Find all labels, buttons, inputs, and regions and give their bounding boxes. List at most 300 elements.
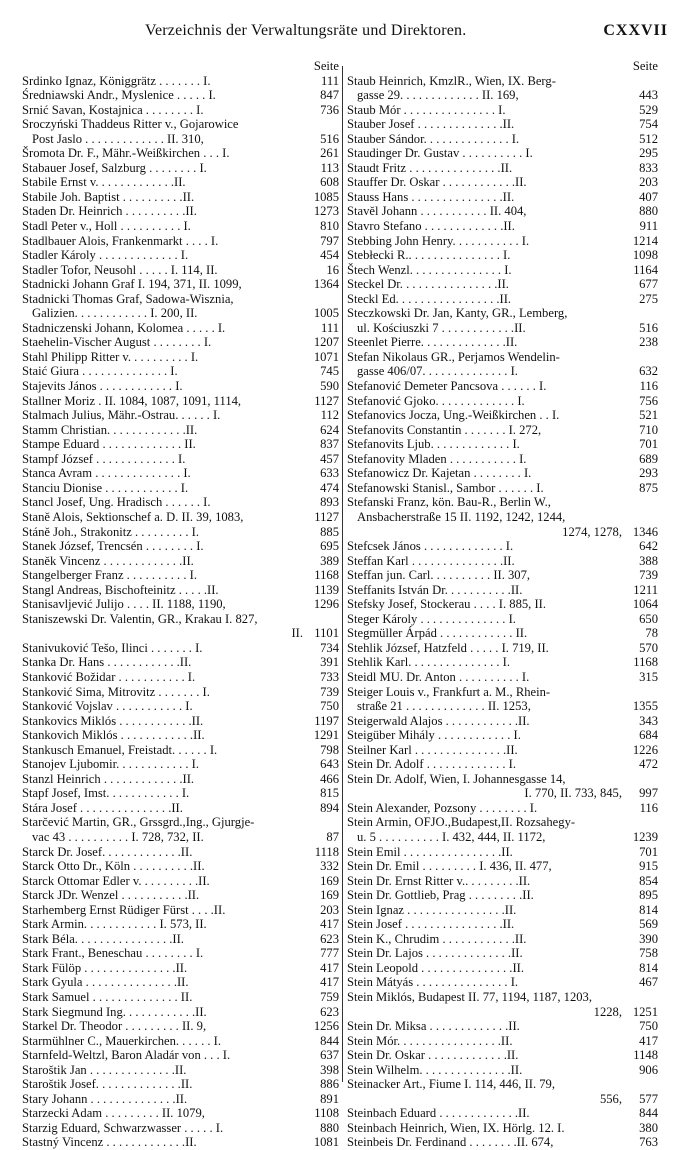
entry-page-number: 623 — [320, 1004, 339, 1019]
entry-page-number: 810 — [320, 219, 339, 234]
index-entry — [347, 234, 658, 249]
entry-page-number: 739 — [639, 568, 658, 583]
entry-page-number: 710 — [639, 422, 658, 437]
entry-page-number: 875 — [639, 480, 658, 495]
index-entry — [22, 103, 339, 118]
index-entry — [22, 466, 339, 481]
index-entry — [347, 583, 658, 598]
entry-page-number: 854 — [639, 873, 658, 888]
index-entry — [347, 1135, 658, 1150]
entry-text: Steinbeis Dr. Ferdinand . . . . . . . .II. 674, — [347, 1135, 554, 1150]
entry-text: Stefanović Gjoko. . . . . . . . . . . . . I. — [347, 393, 525, 408]
entry-text: Stein Alexander, Pozsony . . . . . . . . I. — [347, 800, 538, 815]
entry-text: Stanojev Ljubomir. . . . . . . . . . . . I. — [22, 757, 200, 772]
index-entry — [347, 714, 658, 729]
entry-text: Stein Wilhelm. . . . . . . . . . . . . . .II. — [347, 1062, 523, 1077]
index-entry — [22, 801, 339, 816]
entry-text: Stefanovits Ljub. . . . . . . . . . . . . I. — [347, 437, 520, 452]
index-entry — [22, 248, 339, 263]
entry-text: Srdinko Ignaz, Königgrätz . . . . . . . I. — [22, 73, 211, 88]
index-entry — [347, 1019, 658, 1034]
entry-page-number: 1168 — [633, 655, 658, 670]
entry-text: Stauber Josef . . . . . . . . . . . . . .II. — [347, 117, 515, 132]
entry-page-number: 590 — [320, 379, 339, 394]
index-entry — [22, 946, 339, 961]
page-number: CXXVII — [603, 22, 668, 39]
entry-text: Stark Béla. . . . . . . . . . . . . . . .II. — [22, 931, 184, 946]
index-entry — [347, 525, 658, 540]
index-entry — [22, 874, 339, 889]
index-entry — [347, 161, 658, 176]
index-entry — [22, 437, 339, 452]
entry-text: Stahl Philipp Ritter v. . . . . . . . . . I. — [22, 349, 199, 364]
entry-page-number: 1005 — [313, 306, 339, 321]
entry-page-number: 398 — [320, 1062, 339, 1077]
index-entry — [22, 830, 339, 845]
index-entry — [347, 510, 658, 525]
index-entry — [347, 350, 658, 365]
index-entry — [22, 743, 339, 758]
entry-page-number: 238 — [639, 335, 658, 350]
entry-page-number: 891 — [320, 1091, 339, 1106]
entry-text: Stein Dr. Miksa . . . . . . . . . . . . .II. — [347, 1019, 520, 1034]
entry-page-number — [622, 815, 658, 830]
entry-text: Stavěl Johann . . . . . . . . . . . II. 404, — [347, 204, 527, 219]
entry-text: Stefanski Franz, kön. Bau-R., Berlin W., — [347, 495, 551, 510]
seite-label-left: Seite — [313, 59, 339, 73]
entry-page-number: 417 — [320, 960, 339, 975]
entry-text: Stauffer Dr. Oskar . . . . . . . . . . . .II. — [347, 175, 527, 190]
entry-page-number: 111 — [321, 320, 339, 335]
index-entry — [22, 306, 339, 321]
index-entry — [22, 815, 339, 830]
entry-text: Stefanovits Constantin . . . . . . . I. 272, — [347, 422, 542, 437]
entry-text: Staně Alois, Sektionschef a. D. II. 39, 1083, — [22, 509, 244, 524]
index-entry — [347, 1063, 658, 1078]
entry-text: Steffan jun. Carl. . . . . . . . . . II. 307, — [347, 568, 531, 583]
entry-text: Stein Josef . . . . . . . . . . . . . . . .II. — [347, 917, 515, 932]
index-entry — [347, 961, 658, 976]
index-entry — [347, 1121, 658, 1136]
entry-text: Stehlik Karl. . . . . . . . . . . . . . . I. — [347, 655, 511, 670]
entry-text: I. 770, II. 733, 845, — [524, 786, 622, 801]
entry-page-number: 906 — [639, 1062, 658, 1077]
entry-page-number: 1064 — [632, 597, 658, 612]
entry-text: Stehlik József, Hatzfeld . . . . . I. 719, II. — [347, 640, 549, 655]
index-entry — [22, 612, 339, 627]
entry-page-number: 880 — [639, 204, 658, 219]
entry-page-number: 763 — [639, 1135, 658, 1150]
entry-text: Stanzl Heinrich . . . . . . . . . . . . .II. — [22, 771, 195, 786]
entry-text: Stauber Sándor. . . . . . . . . . . . . . I. — [347, 131, 520, 146]
index-entry — [347, 219, 658, 234]
entry-page-number: 1197 — [314, 713, 339, 728]
entry-text: gasse 29. . . . . . . . . . . . . II. 169, — [357, 88, 519, 103]
index-entry — [347, 670, 658, 685]
entry-text: Stadlbauer Alois, Frankenmarkt . . . . I. — [22, 233, 219, 248]
index-entry — [22, 321, 339, 336]
right-column — [347, 59, 658, 1150]
index-entry — [22, 364, 339, 379]
entry-page-number: 407 — [639, 189, 658, 204]
entry-text: Stein Dr. Lajos . . . . . . . . . . . . . .II. — [347, 946, 523, 961]
index-entry — [22, 161, 339, 176]
entry-page-number: 777 — [320, 946, 339, 961]
entry-text: Steigüber Mihály . . . . . . . . . . . . I. — [347, 728, 521, 743]
index-entry — [22, 1019, 339, 1034]
index-entry — [347, 699, 658, 714]
entry-text: Staić Giura . . . . . . . . . . . . . . I. — [22, 364, 178, 379]
index-entry — [22, 539, 339, 554]
index-entry — [22, 655, 339, 670]
index-entry — [22, 423, 339, 438]
entry-text: Steinbach Heinrich, Wien, IX. Hörlg. 12. I. — [347, 1120, 565, 1135]
entry-page-number — [622, 990, 658, 1005]
entry-page-number: 78 — [645, 626, 658, 641]
index-entry — [347, 845, 658, 860]
index-entry — [22, 859, 339, 874]
entry-page-number: 1256 — [313, 1019, 339, 1034]
entry-page-number: 116 — [639, 379, 658, 394]
entry-page-number: 997 — [639, 786, 658, 801]
index-entry — [347, 437, 658, 452]
index-entry — [22, 714, 339, 729]
entry-text: Stanciu Dionise . . . . . . . . . . . . I. — [22, 480, 189, 495]
index-entry — [347, 204, 658, 219]
entry-text: Stampe Eduard . . . . . . . . . . . . . II. — [22, 437, 196, 452]
entry-text: Stabauer Josef, Salzburg . . . . . . . . I. — [22, 160, 207, 175]
entry-text: Stefsky Josef, Stockerau . . . . I. 885, II. — [347, 597, 547, 612]
entry-text: Stein Armin, OFJO.,Budapest,II. Rozsahegy- — [347, 815, 576, 830]
entry-text: Stefan Nikolaus GR., Perjamos Wendelin- — [347, 349, 560, 364]
entry-text: Steenlet Pierre. . . . . . . . . . . . . .II. — [347, 335, 518, 350]
entry-text: Stein Mór. . . . . . . . . . . . . . . . .II. — [347, 1033, 513, 1048]
entry-text: Starmühlner C., Mauerkirchen. . . . . . I. — [22, 1033, 222, 1048]
index-entry — [347, 379, 658, 394]
entry-text: Stadl Peter v., Holl . . . . . . . . . . I. — [22, 219, 191, 234]
index-entry — [347, 132, 658, 147]
entry-page-number: 632 — [639, 364, 658, 379]
entry-text: Starzig Eduard, Schwarzwasser . . . . . I. — [22, 1120, 224, 1135]
entry-page-number: 754 — [639, 117, 658, 132]
entry-text: ul. Kościuszki 7 . . . . . . . . . . . .II. — [357, 320, 526, 335]
entry-text: Stadniczenski Johann, Kolomea . . . . . I. — [22, 320, 226, 335]
entry-page-number: 516 — [639, 320, 658, 335]
index-entry — [22, 685, 339, 700]
index-entry — [347, 1048, 658, 1063]
entry-text: Steilner Karl . . . . . . . . . . . . . . .II. — [347, 742, 518, 757]
entry-page-number: 390 — [639, 931, 658, 946]
index-entry — [347, 1077, 658, 1092]
entry-text: Stastný Vincenz . . . . . . . . . . . . .II. — [22, 1135, 197, 1150]
entry-page-number: 443 — [639, 88, 658, 103]
entry-page-number — [303, 612, 339, 627]
index-entry — [347, 757, 658, 772]
index-entry — [22, 786, 339, 801]
entry-page-number: 758 — [639, 946, 658, 961]
entry-text: Galizien. . . . . . . . . . . . I. 200, II. — [32, 306, 198, 321]
entry-page-number: 894 — [320, 800, 339, 815]
index-entry — [347, 364, 658, 379]
entry-page-number — [622, 685, 658, 700]
entry-page-number: 837 — [320, 437, 339, 452]
entry-text: Post Jaslo . . . . . . . . . . . . . II. 310, — [32, 131, 204, 146]
entry-page-number: 797 — [320, 233, 339, 248]
index-entry — [22, 219, 339, 234]
entry-page-number — [622, 306, 658, 321]
index-entry — [22, 292, 339, 307]
left-column — [22, 59, 339, 1150]
index-entry — [22, 772, 339, 787]
entry-page-number — [622, 74, 658, 89]
entry-text: Sroczyński Thaddeus Ritter v., Gojarowice — [22, 117, 239, 132]
entry-text: Stadler Tofor, Neusohl . . . . . I. 114, II. — [22, 262, 218, 277]
index-entry — [22, 204, 339, 219]
entry-text: gasse 406/07. . . . . . . . . . . . . . I. — [357, 364, 518, 379]
entry-page-number: 275 — [639, 291, 658, 306]
entry-page-number: 295 — [639, 146, 658, 161]
index-entry — [22, 903, 339, 918]
entry-page-number: 844 — [639, 1106, 658, 1121]
index-entry — [347, 74, 658, 89]
entry-text: Stein Dr. Adolf . . . . . . . . . . . . . I. — [347, 757, 516, 772]
entry-text: Stanka Dr. Hans . . . . . . . . . . . .II. — [22, 655, 192, 670]
entry-page-number: 677 — [639, 277, 658, 292]
index-entry — [347, 175, 658, 190]
entry-page-number: 474 — [320, 480, 339, 495]
entry-text: Stajevits János . . . . . . . . . . . . I. — [22, 379, 183, 394]
entry-text: Stamm Christian. . . . . . . . . . . . .II. — [22, 422, 198, 437]
index-entry — [22, 1063, 339, 1078]
entry-page-number — [303, 117, 339, 132]
entry-page-number: 457 — [320, 451, 339, 466]
index-entry — [22, 408, 339, 423]
entry-page-number: 684 — [639, 728, 658, 743]
entry-page-number: 1164 — [633, 262, 658, 277]
entry-text: Stadnicki Johann Graf I. 194, 371, II. 1099, — [22, 277, 242, 292]
index-entry — [22, 263, 339, 278]
entry-text: Staniszewski Dr. Valentin, GR., Krakau I. 827, — [22, 611, 258, 626]
index-entry — [347, 859, 658, 874]
index-entry — [347, 1106, 658, 1121]
index-entry — [22, 1135, 339, 1150]
entry-page-number: 1226 — [632, 742, 658, 757]
index-entry — [22, 117, 339, 132]
entry-page-number: 577 — [639, 1091, 658, 1106]
entry-page-number: 391 — [320, 655, 339, 670]
entry-page-number — [622, 1077, 658, 1092]
entry-page-number: 1296 — [313, 597, 339, 612]
entry-text: Stark Armin. . . . . . . . . . . . I. 573, II. — [22, 917, 207, 932]
entry-page-number: 633 — [320, 466, 339, 481]
left-entries — [22, 74, 339, 1150]
entry-page-number: 608 — [320, 175, 339, 190]
entry-page-number: 815 — [320, 786, 339, 801]
entry-text: Starck Ottomar Edler v. . . . . . . . . .II. — [22, 873, 210, 888]
entry-page-number: 380 — [639, 1120, 658, 1135]
entry-page-number: 798 — [320, 742, 339, 757]
entry-text: Staden Dr. Heinrich . . . . . . . . . .II. — [22, 204, 197, 219]
entry-text: Stein Dr. Gottlieb, Prag . . . . . . . . .II. — [347, 888, 534, 903]
entry-page-number: 734 — [320, 640, 339, 655]
index-entry — [347, 554, 658, 569]
index-entry — [22, 568, 339, 583]
entry-page-number: 512 — [639, 131, 658, 146]
entry-page-number: 1251 — [632, 1004, 658, 1019]
right-entries — [347, 74, 658, 1150]
index-entry — [347, 1005, 658, 1020]
entry-page-number: 1346 — [632, 524, 658, 539]
entry-page-number — [303, 292, 339, 307]
entry-text: Steinbach Eduard . . . . . . . . . . . . .II. — [347, 1106, 530, 1121]
entry-page-number: 814 — [639, 902, 658, 917]
entry-text: u. 5 . . . . . . . . . . I. 432, 444, II. 1172, — [357, 829, 546, 844]
index-entry — [22, 175, 339, 190]
entry-page-number: 844 — [320, 1033, 339, 1048]
index-entry — [347, 946, 658, 961]
index-entry — [347, 88, 658, 103]
entry-text: Stein Mátyás . . . . . . . . . . . . . . . I. — [347, 975, 519, 990]
entry-page-number: 516 — [320, 131, 339, 146]
entry-text: Stampf József . . . . . . . . . . . . . I. — [22, 451, 186, 466]
entry-page-number: 893 — [320, 495, 339, 510]
entry-page-number: 261 — [320, 146, 339, 161]
entry-page-number: 343 — [639, 713, 658, 728]
index-entry — [347, 772, 658, 787]
index-entry — [22, 1048, 339, 1063]
entry-text: Staroštik Josef. . . . . . . . . . . . . .II. — [22, 1077, 193, 1092]
entry-page-number: 895 — [639, 888, 658, 903]
entry-text: Stein K., Chrudim . . . . . . . . . . . .II. — [347, 931, 527, 946]
index-entry — [22, 932, 339, 947]
entry-page-number: 467 — [639, 975, 658, 990]
entry-text: Średniawski Andr., Myslenice . . . . . I. — [22, 88, 216, 103]
entry-text: Stanek József, Trencsén . . . . . . . . I. — [22, 539, 204, 554]
index-entry — [22, 1121, 339, 1136]
entry-page-number: 1071 — [313, 349, 339, 364]
entry-page-number: 1118 — [314, 844, 339, 859]
entry-text: Stebłecki R.. . . . . . . . . . . . . . . I. — [347, 248, 511, 263]
index-entry — [347, 568, 658, 583]
index-entry — [22, 888, 339, 903]
entry-page-number: 915 — [639, 859, 658, 874]
entry-text: vac 43 . . . . . . . . . . I. 728, 732, II. — [32, 829, 204, 844]
entry-page-number — [622, 495, 658, 510]
entry-text: Stein Miklós, Budapest II. 77, 1194, 1187, 1203, — [347, 990, 592, 1004]
entry-text: Stefcsek János . . . . . . . . . . . . . I. — [347, 539, 514, 554]
entry-page-number: 650 — [639, 611, 658, 626]
entry-text: Stebbing John Henry. . . . . . . . . . . I. — [347, 233, 530, 248]
index-entry — [347, 263, 658, 278]
entry-text: Stáně Joh., Strakonitz . . . . . . . . . I. — [22, 524, 199, 539]
index-entry — [22, 728, 339, 743]
index-entry — [347, 903, 658, 918]
entry-text: Staudinger Dr. Gustav . . . . . . . . . . I. — [347, 146, 533, 161]
entry-page-number: 1291 — [313, 728, 339, 743]
entry-text: Stalmach Julius, Mähr.-Ostrau. . . . . . I. — [22, 408, 221, 423]
entry-text: Stavro Stefano . . . . . . . . . . . . .II. — [347, 219, 515, 234]
index-entry — [347, 990, 658, 1005]
index-entry — [347, 248, 658, 263]
entry-text: Starck JDr. Wenzel . . . . . . . . . . .II. — [22, 888, 200, 903]
entry-page-number: 695 — [320, 539, 339, 554]
entry-text: Steiger Louis v., Frankfurt a. M., Rhein- — [347, 684, 551, 699]
index-entry — [347, 626, 658, 641]
index-entry — [22, 277, 339, 292]
entry-page-number: 293 — [639, 466, 658, 481]
entry-page-number: 623 — [320, 931, 339, 946]
entry-page-number: 1207 — [313, 335, 339, 350]
entry-page-number: 388 — [639, 553, 658, 568]
index-entry — [347, 932, 658, 947]
entry-text: Stark Gyula . . . . . . . . . . . . . . .II. — [22, 975, 189, 990]
entry-page-number: 642 — [639, 539, 658, 554]
entry-text: Stein Dr. Adolf, Wien, I. Johannesgasse 14, — [347, 771, 566, 786]
entry-page-number: 745 — [320, 364, 339, 379]
index-entry — [22, 670, 339, 685]
entry-page-number: 637 — [320, 1048, 339, 1063]
entry-page-number: 1168 — [314, 568, 339, 583]
index-entry — [22, 525, 339, 540]
entry-text: Steger Károly . . . . . . . . . . . . . . I. — [347, 611, 516, 626]
entry-text: Staub Mór . . . . . . . . . . . . . . . I. — [347, 102, 506, 117]
entry-page-number: 203 — [639, 175, 658, 190]
index-entry — [347, 1092, 658, 1107]
index-entry — [347, 466, 658, 481]
index-entry — [347, 786, 658, 801]
index-entry — [347, 423, 658, 438]
index-entry — [22, 583, 339, 598]
entry-text: Stegmüller Árpád . . . . . . . . . . . . II. — [347, 626, 528, 641]
entry-text: Stankovics Miklós . . . . . . . . . . . .II. — [22, 713, 204, 728]
entry-page-number: 759 — [320, 990, 339, 1004]
entry-page-number: 570 — [639, 640, 658, 655]
entry-page-number: 454 — [320, 248, 339, 263]
index-entry — [347, 685, 658, 700]
index-entry — [22, 394, 339, 409]
entry-page-number: 833 — [639, 160, 658, 175]
entry-text: Staehelin-Vischer August . . . . . . . . I. — [22, 335, 212, 350]
entry-text: Stark Frant., Beneschau . . . . . . . . I. — [22, 946, 204, 961]
entry-text: Steidl MU. Dr. Anton . . . . . . . . . . I. — [347, 669, 530, 684]
entry-text: Starzecki Adam . . . . . . . . . II. 1079, — [22, 1106, 205, 1121]
entry-text: Stára Josef . . . . . . . . . . . . . . .II. — [22, 800, 183, 815]
entry-page-number — [622, 510, 658, 525]
index-entry — [22, 1092, 339, 1107]
index-entry — [347, 408, 658, 423]
entry-text: Stadler Károly . . . . . . . . . . . . . I. — [22, 248, 189, 263]
entry-page-number: 624 — [320, 422, 339, 437]
entry-page-number: 417 — [320, 917, 339, 932]
index-entry — [347, 874, 658, 889]
entry-page-number: 389 — [320, 553, 339, 568]
entry-text: Ansbacherstraße 15 II. 1192, 1242, 1244, — [357, 509, 566, 524]
index-entry — [347, 481, 658, 496]
entry-text: Staudt Fritz . . . . . . . . . . . . . . .II. — [347, 160, 513, 175]
index-entry — [347, 917, 658, 932]
entry-text: Stein Dr. Emil . . . . . . . . . I. 436, II. 477, — [347, 859, 552, 874]
index-entry — [22, 481, 339, 496]
entry-page-number: 1355 — [632, 699, 658, 714]
entry-text: Stanisavljević Julijo . . . . II. 1188, 1190, — [22, 597, 226, 612]
entry-text: Stefanović Demeter Pancsova . . . . . . I. — [347, 379, 547, 394]
entry-text: 1228, — [593, 1004, 622, 1019]
index-entry — [22, 757, 339, 772]
index-entry — [347, 655, 658, 670]
entry-page-number: 736 — [320, 102, 339, 117]
index-entry — [22, 917, 339, 932]
entry-text: Stapf Josef, Imst. . . . . . . . . . . . I. — [22, 786, 190, 801]
